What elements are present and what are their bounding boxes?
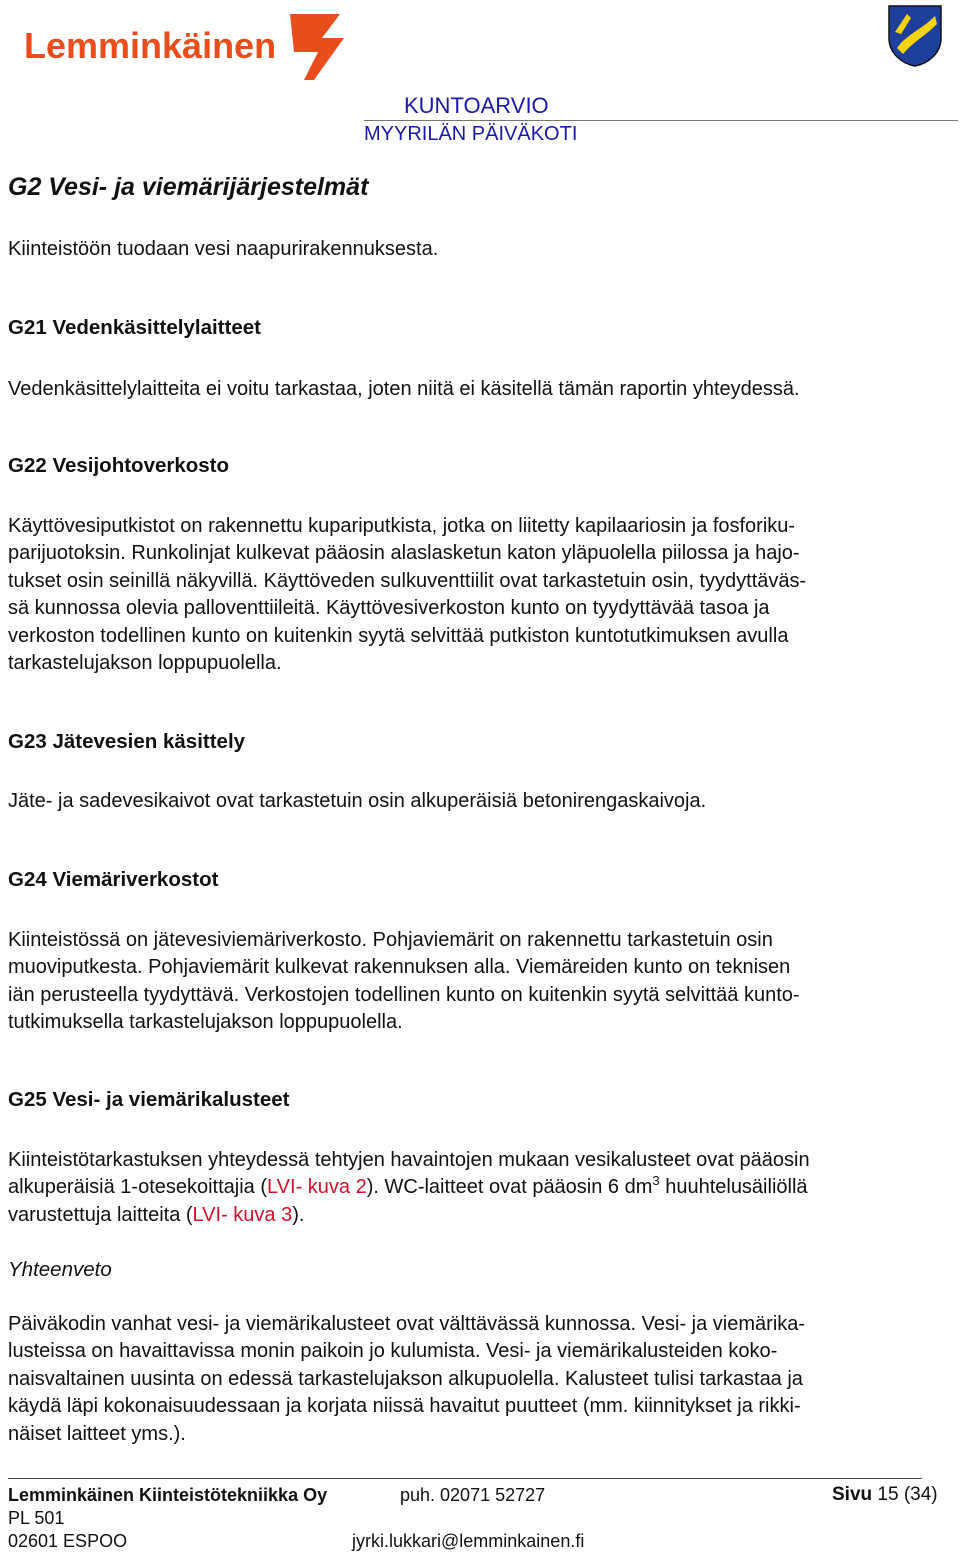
header-divider	[364, 120, 958, 121]
municipal-crest-icon	[887, 4, 943, 68]
text-line: parijuotoksin. Runkolinjat kulkevat pääosin alaslasketun katon yläpuolella piilossa ja hajo-	[8, 542, 800, 565]
text-line: Kiinteistötarkastuksen yhteydessä tehtyjen havaintojen mukaan vesikalusteet ovat pääosin	[8, 1149, 810, 1171]
text-line: lusteissa on havaittavissa monin paikoin jo kulumista. Vesi- ja viemärikalusteiden koko-	[8, 1340, 778, 1363]
footer-email[interactable]: jyrki.lukkari@lemminkainen.fi	[352, 1531, 585, 1551]
summary-heading: Yhteenveto	[8, 1258, 112, 1281]
figure-link-lvi-3[interactable]: LVI- kuva 3	[192, 1203, 293, 1226]
section-heading-g2: G2 Vesi- ja viemärijärjestelmät	[8, 173, 369, 201]
text-g23: Jäte- ja sadevesikaivot ovat tarkastetuin osin alkuperäisiä betonirengaskaivoja.	[8, 790, 707, 812]
text-line: naisvaltainen uusinta on edessä tarkastelujakson alkupuolella. Kalusteet tulisi tarkastaa ja	[8, 1367, 803, 1390]
heading-g23: G23 Jätevesien käsittely	[8, 730, 246, 753]
text-run: varustettuja laitteita (	[8, 1203, 193, 1226]
footer-phone: puh. 02071 52727	[400, 1485, 546, 1505]
footer-company: Lemminkäinen Kiinteistötekniikka Oy	[8, 1485, 328, 1505]
text-line: käydä läpi kokonaisuudessaan ja korjata niissä havaitut puutteet (mm. kiinnitykset ja rikki-	[8, 1395, 801, 1418]
text-line: iän perusteella tyydyttävä. Verkostojen todellinen kunto on kuitenkin syytä selvittää kunto-	[8, 983, 800, 1006]
paragraph-g22	[8, 513, 953, 677]
paragraph-g24	[8, 927, 953, 1037]
logo-symbol	[290, 14, 344, 80]
text-run: ).	[292, 1203, 305, 1226]
footer-postal: 02601 ESPOO	[8, 1531, 128, 1551]
text-run: alkuperäisiä 1-otesekoittajia (	[8, 1176, 268, 1199]
text-run: huuhtelusäiliöllä	[659, 1176, 808, 1199]
text-line: muoviputkesta. Pohjaviemärit kulkevat rakennuksen alla. Viemäreiden kunto on teknisen	[8, 956, 791, 979]
text-line: Päiväkodin vanhat vesi- ja viemärikalusteet ovat välttävässä kunnossa. Vesi- ja viemärika-	[8, 1313, 806, 1335]
lemminkainen-logo	[22, 8, 352, 86]
report-title: KUNTOARVIO	[404, 93, 549, 118]
report-subtitle: MYYRILÄN PÄIVÄKOTI	[364, 123, 578, 145]
heading-g21: G21 Vedenkäsittelylaitteet	[8, 316, 261, 339]
text-line: tarkastelujakson loppupuolella.	[8, 652, 282, 675]
footer-po-box: PL 501	[8, 1508, 65, 1528]
page-label: Sivu	[832, 1484, 873, 1505]
text-line: verkoston todellinen kunto on kuitenkin syytä selvittää putkiston kuntotutkimuksen avulla	[8, 624, 789, 647]
intro-text: Kiinteistöön tuodaan vesi naapurirakennuksesta.	[8, 238, 439, 260]
text-line: Kiinteistössä on jätevesiviemäriverkosto. Pohjaviemärit on rakennettu tarkastetuin osin	[8, 929, 773, 951]
heading-g22: G22 Vesijohtoverkosto	[8, 454, 230, 477]
superscript: 3	[652, 1173, 660, 1189]
footer-divider	[8, 1478, 922, 1479]
logo-wordmark: Lemminkäinen	[24, 25, 277, 66]
heading-g24: G24 Viemäriverkostot	[8, 868, 219, 891]
page-value: 15 (34)	[877, 1484, 938, 1505]
footer-page-number	[832, 1484, 938, 1506]
text-line	[8, 1174, 953, 1201]
text-line: Käyttövesiputkistot on rakennettu kupariputkista, jotka on liitetty kapilaariosin ja fosforiku-	[8, 515, 796, 537]
figure-link-lvi-2[interactable]: LVI- kuva 2	[267, 1176, 367, 1199]
text-run: ). WC-laitteet ovat pääosin 6 dm	[366, 1176, 653, 1199]
text-line: sä kunnossa olevia palloventtiileitä. Käyttövesiverkoston kunto on tyydyttävää tasoa ja	[8, 597, 770, 620]
text-g21: Vedenkäsittelylaitteita ei voitu tarkastaa, joten niitä ei käsitellä tämän raportin yhteydessä.	[8, 378, 800, 400]
text-line	[8, 1202, 953, 1229]
heading-g25: G25 Vesi- ja viemärikalusteet	[8, 1088, 290, 1111]
text-line: tukset osin seinillä näkyvillä. Käyttöveden sulkuventtiilit ovat tarkastetuin osin, tyydyttäväs-	[8, 569, 807, 592]
paragraph-g25	[8, 1147, 953, 1229]
text-line: näiset laitteet yms.).	[8, 1422, 186, 1445]
text-line: tutkimuksella tarkastelujakson loppupuolella.	[8, 1011, 403, 1034]
summary-paragraph	[8, 1311, 953, 1448]
